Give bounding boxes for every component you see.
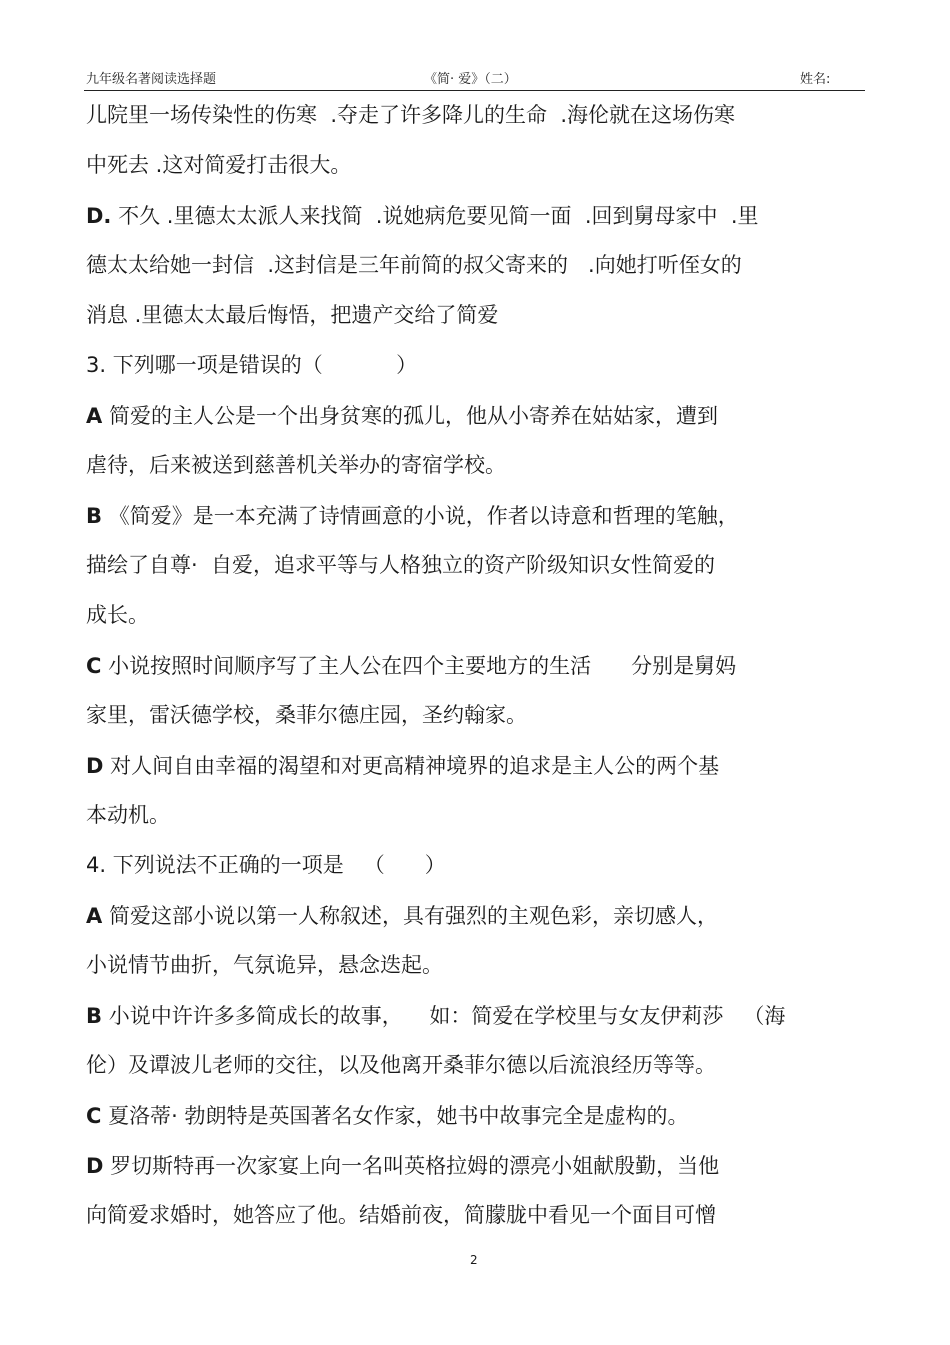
text-line: [86, 1006, 785, 1027]
text-segment: 4. 下列说法不正确的一项是: [86, 853, 344, 877]
header-book-title: 《简· 爱》（二）: [424, 72, 517, 87]
text-segment: .海伦就在这场伤寒: [547, 103, 736, 127]
text-segment: 简爱的主人公是一个出身贫寒的孤儿，他从小寄养在姑姑家，遭到: [102, 404, 718, 428]
text-segment: 分别是舅妈: [591, 654, 737, 678]
option-label: A: [86, 904, 103, 928]
text-segment: 3. 下列哪一项是错误的（: [86, 353, 323, 377]
text-segment: 不久 .里德太太派人来找简: [111, 204, 363, 228]
text-line: [86, 406, 718, 427]
text-segment: 对人间自由幸福的渴望和对更高精神境界的追求是主人公的两个基: [103, 754, 720, 778]
text-line: [86, 756, 719, 777]
text-segment: 本动机。: [86, 803, 170, 827]
page-number: 2: [470, 1253, 478, 1267]
text-line: [86, 1106, 688, 1127]
text-segment: .向她打听侄女的: [568, 253, 742, 277]
text-line: [86, 1205, 716, 1226]
text-segment: （: [343, 853, 385, 877]
text-segment: 家里，雷沃德学校，桑菲尔德庄园，圣约翰家。: [86, 703, 527, 727]
text-segment: 小说情节曲折，气氛诡异，悬念迭起。: [86, 953, 443, 977]
text-line: [86, 855, 446, 876]
text-line: [86, 605, 149, 626]
text-segment: .夺走了许多降儿的生命: [317, 103, 548, 127]
text-segment: 向简爱求婚时，她答应了他。结婚前夜，简朦胧中看见一个面目可憎: [86, 1203, 716, 1227]
text-segment: 《简爱》是一本充满了诗情画意的小说，作者以诗意和哲理的笔触，: [102, 504, 739, 528]
text-line: [86, 555, 715, 576]
text-line: [86, 805, 170, 826]
text-segment: 伦）及谭波儿老师的交往，以及他离开桑菲尔德以后流浪经历等等。: [86, 1053, 716, 1077]
text-line: [86, 705, 527, 726]
option-label: B: [86, 504, 103, 528]
text-segment: 如：简爱在学校里与女友伊莉莎: [402, 1004, 724, 1028]
option-label: B: [86, 1004, 103, 1028]
text-segment: 简爱这部小说以第一人称叙述，具有强烈的主观色彩，亲切感人，: [102, 904, 718, 928]
text-line: [86, 155, 351, 176]
header-course-title: 九年级名著阅读选择题: [86, 72, 217, 87]
text-segment: （海: [723, 1004, 786, 1028]
text-line: [86, 206, 759, 227]
text-segment: ）: [384, 853, 446, 877]
header-divider: [84, 90, 865, 91]
text-line: [86, 105, 735, 126]
text-segment: 小说中许许多多简成长的故事，: [102, 1004, 403, 1028]
option-label: C: [86, 654, 102, 678]
text-line: [86, 1055, 716, 1076]
text-line: [86, 506, 739, 527]
text-segment: .说她病危要见简一面: [362, 204, 572, 228]
text-segment: .里: [717, 204, 759, 228]
text-segment: .回到舅母家中: [571, 204, 718, 228]
text-segment: 消息 .里德太太最后悔悟，把遗产交给了简爱: [86, 303, 499, 327]
text-segment: 夏洛蒂· 勃朗特是英国著名女作家，她书中故事完全是虚构的。: [101, 1104, 689, 1128]
text-line: [86, 305, 498, 326]
text-segment: .这封信是三年前简的叔父寄来的: [254, 253, 569, 277]
text-line: [86, 906, 718, 927]
header-name-field: 姓名:: [800, 72, 831, 87]
text-line: [86, 1156, 719, 1177]
text-segment: 罗切斯特再一次家宴上向一名叫英格拉姆的漂亮小姐献殷勤，当他: [103, 1154, 720, 1178]
text-line: [86, 656, 736, 677]
option-label: C: [86, 1104, 102, 1128]
text-line: [86, 255, 742, 276]
text-segment: 德太太给她一封信: [86, 253, 254, 277]
text-segment: 虐待，后来被送到慈善机关举办的寄宿学校。: [86, 453, 506, 477]
option-label: D: [86, 754, 104, 778]
option-label: A: [86, 404, 103, 428]
text-segment: 小说按照时间顺序写了主人公在四个主要地方的生活: [101, 654, 592, 678]
text-segment: 成长。: [86, 603, 149, 627]
text-line: [86, 955, 443, 976]
text-line: [86, 455, 506, 476]
text-segment: 中死去 .这对简爱打击很大。: [86, 153, 352, 177]
option-label: D.: [86, 204, 112, 228]
text-segment: 儿院里一场传染性的伤寒: [86, 103, 317, 127]
option-label: D: [86, 1154, 104, 1178]
text-segment: 描绘了自尊· 自爱，追求平等与人格独立的资产阶级知识女性简爱的: [86, 553, 716, 577]
text-line: [86, 355, 417, 376]
text-segment: ）: [322, 353, 418, 377]
